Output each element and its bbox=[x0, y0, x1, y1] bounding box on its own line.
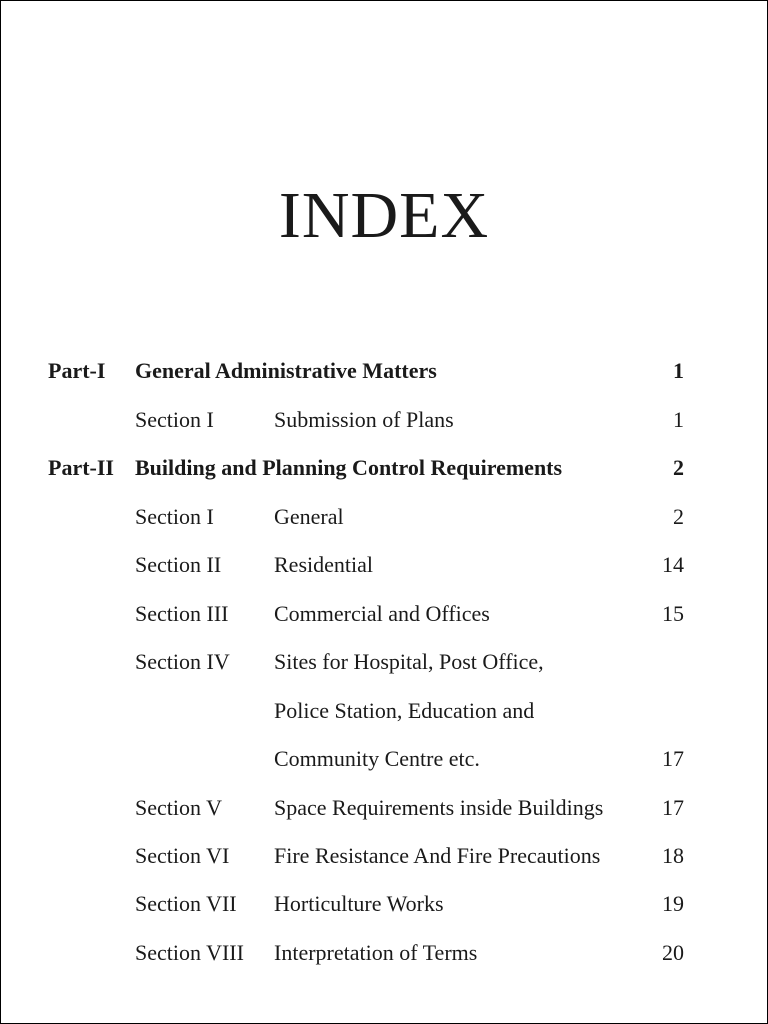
toc-part-row bbox=[0, 448, 768, 488]
section-title: Interpretation of Terms bbox=[274, 940, 478, 965]
toc-section-row bbox=[0, 884, 768, 924]
part-title: General Administrative Matters bbox=[135, 358, 437, 383]
page-number: 15 bbox=[662, 601, 684, 626]
section-label: Section III bbox=[135, 601, 229, 626]
toc-section-continuation bbox=[0, 691, 768, 731]
toc-section-row bbox=[0, 497, 768, 537]
section-title: Fire Resistance And Fire Precautions bbox=[274, 843, 601, 868]
toc-section-row bbox=[0, 836, 768, 876]
toc-section-row bbox=[0, 642, 768, 682]
toc-section-row bbox=[0, 400, 768, 440]
page-number: 2 bbox=[673, 455, 684, 480]
toc-part-row bbox=[0, 351, 768, 391]
section-label: Section VI bbox=[135, 843, 230, 868]
section-title: Space Requirements inside Buildings bbox=[274, 795, 604, 820]
section-label: Section IV bbox=[135, 649, 230, 674]
toc-section-row bbox=[0, 788, 768, 828]
page-number: 1 bbox=[673, 358, 684, 383]
section-title-line: Community Centre etc. bbox=[274, 746, 480, 771]
section-title-line: Sites for Hospital, Post Office, bbox=[274, 649, 544, 674]
section-label: Section VIII bbox=[135, 940, 244, 965]
page-number: 17 bbox=[662, 795, 684, 820]
page-number: 19 bbox=[662, 891, 684, 916]
section-label: Section I bbox=[135, 407, 214, 432]
section-title-line: Police Station, Education and bbox=[274, 698, 535, 723]
section-label: Section II bbox=[135, 552, 222, 577]
section-label: Section VII bbox=[135, 891, 237, 916]
section-title: Residential bbox=[274, 552, 373, 577]
toc-section-row bbox=[0, 545, 768, 585]
part-title: Building and Planning Control Requirements bbox=[135, 455, 563, 480]
toc-section-row bbox=[0, 594, 768, 634]
part-label: Part-I bbox=[48, 358, 106, 383]
page-number: 2 bbox=[673, 504, 684, 529]
section-title: General bbox=[274, 504, 344, 529]
section-label: Section V bbox=[135, 795, 222, 820]
page-number: 14 bbox=[662, 552, 684, 577]
section-title: Commercial and Offices bbox=[274, 601, 490, 626]
section-title: Horticulture Works bbox=[274, 891, 444, 916]
page-number: 17 bbox=[662, 746, 684, 771]
section-title: Submission of Plans bbox=[274, 407, 454, 432]
index-title: INDEX bbox=[278, 179, 490, 252]
toc-section-row bbox=[0, 933, 768, 973]
toc-section-continuation bbox=[0, 739, 768, 779]
part-label: Part-II bbox=[48, 455, 114, 480]
section-label: Section I bbox=[135, 504, 214, 529]
page-number: 18 bbox=[662, 843, 684, 868]
page-number: 20 bbox=[662, 940, 684, 965]
page-number: 1 bbox=[673, 407, 684, 432]
